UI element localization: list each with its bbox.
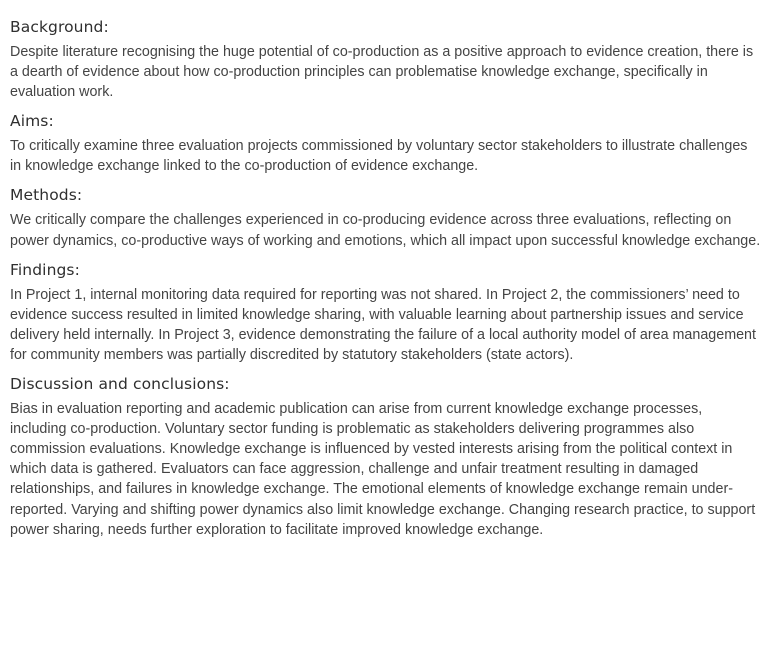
- findings-heading: Findings:: [10, 260, 80, 279]
- background-text: Despite literature recognising the huge potential of co-production as a positive approach to evidence creation, there is a dearth of evidence about how co-production principles can problematise knowledge exchange, specifically in evaluation work.: [10, 44, 754, 101]
- discussion-text: Bias in evaluation reporting and academic publication can arise from current knowledge exchange processes, including co-production. Voluntary sector funding is problematic as stakeholders delivering programmes also commission evaluations. Knowledge exchange is influenced by vested interests arising from the political context in which data is gathered. Evaluators can face aggression, challenge and unfair treatment resulting in damaged relationships, and failures in knowledge exchange. The emotional elements of knowledge exchange remain under-reported. Varying and shifting power dynamics also limit knowledge exchange. Changing research practice, to support power sharing, needs further exploration to facilitate improved knowledge exchange.: [10, 401, 756, 538]
- section-methods: [10, 185, 761, 250]
- discussion-heading: Discussion and conclusions:: [10, 375, 230, 394]
- section-aims: [10, 111, 761, 176]
- section-findings: [10, 260, 761, 365]
- methods-text: We critically compare the challenges experienced in co-producing evidence across three evaluations, reflecting on power dynamics, co-productive ways of working and emotions, which all impact upon successful knowledge exchange.: [10, 212, 761, 249]
- findings-text: In Project 1, internal monitoring data required for reporting was not shared. In Project 2, the commissioners’ need to evidence success resulted in limited knowledge sharing, with valuable learning about partnership issues and service delivery held internally. In Project 3, evidence demonstrating the failure of a local authority model of area management for community members was partially discredited by statutory stakeholders (state actors).: [10, 286, 756, 363]
- section-background: [10, 17, 761, 102]
- section-discussion: [10, 374, 761, 540]
- aims-heading: Aims:: [10, 112, 54, 131]
- aims-text: To critically examine three evaluation projects commissioned by voluntary sector stakeholders to illustrate challenges in knowledge exchange linked to the co-production of evidence exchange.: [10, 138, 748, 175]
- methods-heading: Methods:: [10, 186, 83, 205]
- background-heading: Background:: [10, 18, 109, 36]
